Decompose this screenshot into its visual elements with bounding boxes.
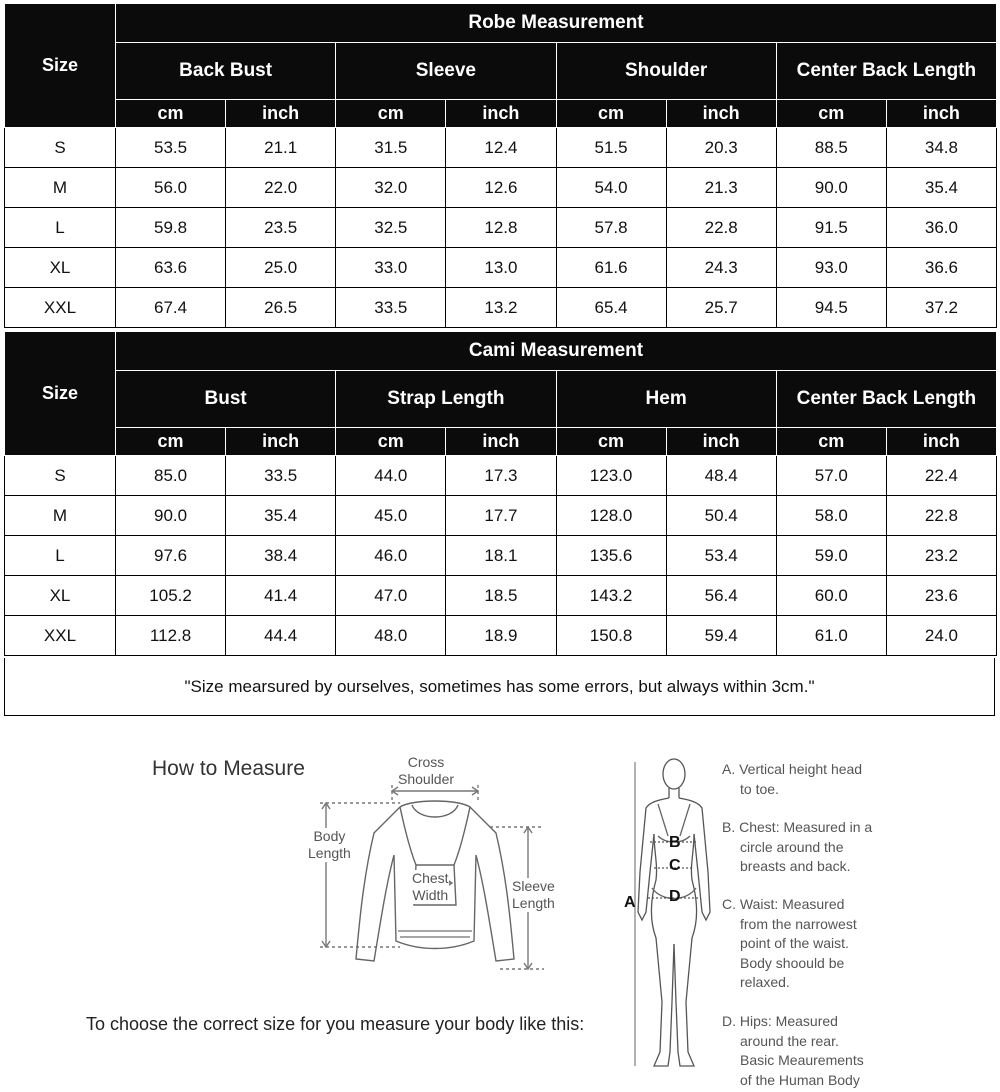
table-row (5, 128, 997, 168)
measurement-cell: 59.4 (666, 616, 776, 656)
cami-unit-header: cm (556, 428, 666, 456)
measurement-cell: 45.0 (336, 496, 446, 536)
measurement-cell: 33.0 (336, 248, 446, 288)
table-row (5, 616, 997, 656)
measurement-cell: 97.6 (116, 536, 226, 576)
measurement-cell: 17.3 (446, 456, 556, 496)
cami-group-row (5, 371, 997, 428)
cami-title-row (5, 332, 997, 371)
measurement-cell: 33.5 (336, 288, 446, 328)
cami-size-header: Size (5, 332, 116, 456)
robe-unit-header: inch (226, 100, 336, 128)
cami-group-header: Bust (116, 371, 336, 428)
body-letter-b: B (669, 834, 681, 851)
measurement-cell: 48.4 (666, 456, 776, 496)
measurement-cell: 88.5 (776, 128, 886, 168)
measurement-cell: 26.5 (226, 288, 336, 328)
cami-measurement-table (4, 331, 997, 656)
measurement-cell: 36.0 (886, 208, 996, 248)
body-length-label: Body Length (308, 828, 351, 861)
measurement-cell: 18.9 (446, 616, 556, 656)
measurement-cell: 21.3 (666, 168, 776, 208)
size-cell: S (5, 456, 116, 496)
cami-unit-header: inch (446, 428, 556, 456)
robe-unit-header: inch (446, 100, 556, 128)
cross-shoulder-label: Cross Shoulder (398, 754, 455, 787)
measurement-cell: 61.0 (776, 616, 886, 656)
table-row (5, 288, 997, 328)
measurement-cell: 18.1 (446, 536, 556, 576)
table-row (5, 208, 997, 248)
size-cell: S (5, 128, 116, 168)
measurement-cell: 143.2 (556, 576, 666, 616)
measurement-cell: 63.6 (116, 248, 226, 288)
cami-table-title: Cami Measurement (116, 332, 997, 371)
sleeve-length-label: Sleeve Length (512, 878, 555, 911)
size-cell: L (5, 208, 116, 248)
measurement-cell: 48.0 (336, 616, 446, 656)
robe-unit-header: inch (666, 100, 776, 128)
robe-title-row (5, 4, 997, 43)
measurement-cell: 35.4 (886, 168, 996, 208)
measurement-cell: 50.4 (666, 496, 776, 536)
measurement-cell: 13.2 (446, 288, 556, 328)
body-legend-c: C. Waist: Measured from the narrowest point of the waist. Body shoould be relaxed. (722, 896, 857, 990)
cami-unit-header: inch (886, 428, 996, 456)
measurement-cell: 22.8 (666, 208, 776, 248)
cami-unit-header: cm (116, 428, 226, 456)
measurement-cell: 90.0 (776, 168, 886, 208)
cami-unit-header: inch (666, 428, 776, 456)
measurement-cell: 23.5 (226, 208, 336, 248)
measurement-cell: 112.8 (116, 616, 226, 656)
measurement-cell: 59.8 (116, 208, 226, 248)
cami-unit-header: cm (336, 428, 446, 456)
measurement-cell: 32.0 (336, 168, 446, 208)
measurement-cell: 37.2 (886, 288, 996, 328)
measurement-cell: 128.0 (556, 496, 666, 536)
measurement-cell: 12.6 (446, 168, 556, 208)
measurement-cell: 56.4 (666, 576, 776, 616)
cami-group-header: Hem (556, 371, 776, 428)
cami-unit-header: inch (226, 428, 336, 456)
measurement-cell: 24.0 (886, 616, 996, 656)
measurement-cell: 54.0 (556, 168, 666, 208)
table-row (5, 248, 997, 288)
body-letter-d: D (669, 888, 681, 905)
measurement-cell: 123.0 (556, 456, 666, 496)
robe-table-title: Robe Measurement (116, 4, 997, 43)
measurement-cell: 20.3 (666, 128, 776, 168)
measurement-cell: 150.8 (556, 616, 666, 656)
measurement-cell: 60.0 (776, 576, 886, 616)
table-row (5, 496, 997, 536)
measurement-cell: 22.4 (886, 456, 996, 496)
measurement-cell: 22.8 (886, 496, 996, 536)
table-row (5, 536, 997, 576)
table-row (5, 456, 997, 496)
measurement-cell: 105.2 (116, 576, 226, 616)
robe-group-header: Shoulder (556, 43, 776, 100)
measurement-cell: 65.4 (556, 288, 666, 328)
robe-unit-header: cm (116, 100, 226, 128)
measurement-cell: 36.6 (886, 248, 996, 288)
measurement-cell: 93.0 (776, 248, 886, 288)
robe-unit-header: cm (776, 100, 886, 128)
measurement-cell: 25.7 (666, 288, 776, 328)
size-cell: XL (5, 248, 116, 288)
robe-units-row (5, 100, 997, 128)
measurement-cell: 23.2 (886, 536, 996, 576)
body-legend-d: D. Hips: Measured around the rear. Basic Meaurements of the Human Body (722, 1013, 864, 1088)
body-letter-c: C (669, 857, 681, 874)
cami-group-header: Strap Length (336, 371, 556, 428)
body-letter-a: A (624, 894, 636, 911)
robe-unit-header: cm (336, 100, 446, 128)
size-cell: XL (5, 576, 116, 616)
size-cell: XXL (5, 288, 116, 328)
measurement-cell: 57.0 (776, 456, 886, 496)
measurement-cell: 35.4 (226, 496, 336, 536)
measurement-cell: 33.5 (226, 456, 336, 496)
measurement-cell: 21.1 (226, 128, 336, 168)
cami-group-header: Center Back Length (776, 371, 996, 428)
measurement-cell: 90.0 (116, 496, 226, 536)
measurement-cell: 34.8 (886, 128, 996, 168)
robe-group-header: Center Back Length (776, 43, 996, 100)
measurement-cell: 41.4 (226, 576, 336, 616)
measurement-cell: 38.4 (226, 536, 336, 576)
table-row (5, 168, 997, 208)
how-to-measure-title: How to Measure (152, 757, 305, 780)
measurement-cell: 58.0 (776, 496, 886, 536)
size-cell: L (5, 536, 116, 576)
size-cell: M (5, 168, 116, 208)
measurement-cell: 46.0 (336, 536, 446, 576)
robe-group-header: Sleeve (336, 43, 556, 100)
measurement-cell: 91.5 (776, 208, 886, 248)
robe-group-row (5, 43, 997, 100)
measurement-cell: 57.8 (556, 208, 666, 248)
robe-unit-header: inch (886, 100, 996, 128)
size-cell: M (5, 496, 116, 536)
measurement-cell: 18.5 (446, 576, 556, 616)
measurement-cell: 53.5 (116, 128, 226, 168)
measurement-cell: 22.0 (226, 168, 336, 208)
measurement-cell: 24.3 (666, 248, 776, 288)
table-row (5, 576, 997, 616)
measurement-cell: 56.0 (116, 168, 226, 208)
chest-width-label: Chest Width (412, 870, 449, 903)
measurement-cell: 61.6 (556, 248, 666, 288)
robe-size-header: Size (5, 4, 116, 128)
measurement-cell: 12.8 (446, 208, 556, 248)
measurement-cell: 85.0 (116, 456, 226, 496)
robe-measurement-table (4, 3, 997, 328)
robe-unit-header: cm (556, 100, 666, 128)
measurement-cell: 32.5 (336, 208, 446, 248)
robe-table-body (5, 4, 997, 328)
body-legend-b: B. Chest: Measured in a circle around the breasts and back. (722, 819, 873, 874)
measurement-note: "Size mearsured by ourselves, sometimes has some errors, but always within 3cm." (4, 658, 995, 716)
measurement-cell: 25.0 (226, 248, 336, 288)
cami-table-body (5, 332, 997, 656)
measurement-cell: 12.4 (446, 128, 556, 168)
measurement-cell: 47.0 (336, 576, 446, 616)
measurement-cell: 17.7 (446, 496, 556, 536)
measurement-cell: 13.0 (446, 248, 556, 288)
measurement-cell: 67.4 (116, 288, 226, 328)
measurement-cell: 135.6 (556, 536, 666, 576)
cardigan-diagram (300, 755, 560, 975)
choose-size-instructions: To choose the correct size for you measure your body like this: (86, 1014, 585, 1034)
measurement-cell: 44.0 (336, 456, 446, 496)
measurement-cell: 59.0 (776, 536, 886, 576)
cami-units-row (5, 428, 997, 456)
human-body-diagram (628, 752, 718, 1076)
measurement-cell: 53.4 (666, 536, 776, 576)
body-legend-a: A. Vertical height head to toe. (722, 761, 863, 797)
measurement-cell: 51.5 (556, 128, 666, 168)
measurement-cell: 23.6 (886, 576, 996, 616)
measurement-cell: 94.5 (776, 288, 886, 328)
size-cell: XXL (5, 616, 116, 656)
measurement-cell: 44.4 (226, 616, 336, 656)
robe-group-header: Back Bust (116, 43, 336, 100)
cami-unit-header: cm (776, 428, 886, 456)
measurement-cell: 31.5 (336, 128, 446, 168)
